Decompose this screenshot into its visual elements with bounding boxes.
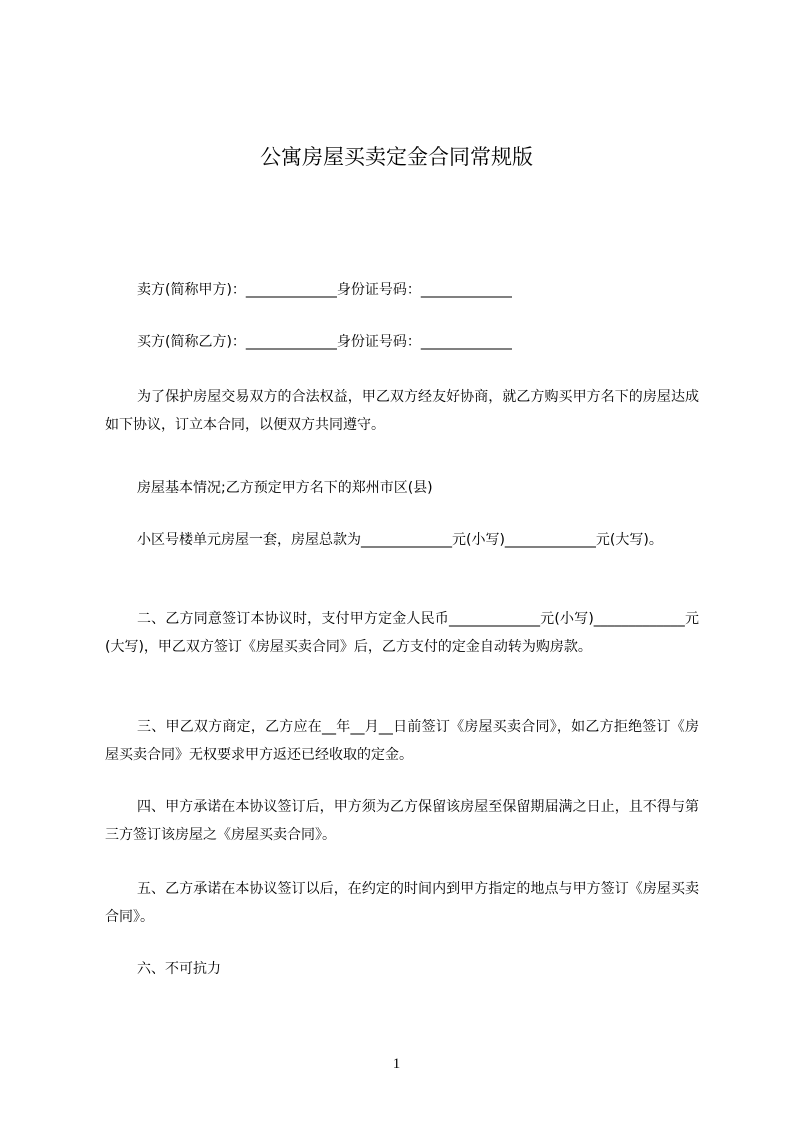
property-price-paragraph: 小区号楼单元房屋一套，房屋总款为_____________元(小写)_____________元(大写)。 bbox=[137, 532, 663, 548]
clause-3-paragraph: 三、甲乙双方商定，乙方应在__年__月__日前签订《房屋买卖合同》，如乙方拒绝签订《房屋买卖合同》无权要求甲方返还已经收取的定金。 bbox=[105, 719, 699, 763]
page-number: 1 bbox=[392, 1056, 401, 1072]
property-info-line: 房屋基本情况;乙方预定甲方名下的郑州市区(县) bbox=[137, 480, 433, 496]
clause-5-paragraph: 五、乙方承诺在本协议签订以后，在约定的时间内到甲方指定的地点与甲方签订《房屋买卖合同》。 bbox=[105, 881, 699, 925]
buyer-line: 买方(简称乙方)：_____________身份证号码：_____________ bbox=[137, 334, 512, 350]
preamble-paragraph: 为了保护房屋交易双方的合法权益，甲乙双方经友好协商，就乙方购买甲方名下的房屋达成如下协议，订立本合同，以便双方共同遵守。 bbox=[105, 389, 699, 433]
clause-4-paragraph: 四、甲方承诺在本协议签订后，甲方须为乙方保留该房屋至保留期届满之日止，且不得与第三方签订该房屋之《房屋买卖合同》。 bbox=[105, 799, 699, 843]
clause-2-paragraph: 二、乙方同意签订本协议时，支付甲方定金人民币_____________元(小写)_____________元(大写)，甲乙双方签订《房屋买卖合同》后，乙方支付的定金自动转为购房款。 bbox=[105, 611, 699, 655]
clause-6-heading: 六、不可抗力 bbox=[137, 961, 221, 977]
seller-line: 卖方(简称甲方)：_____________身份证号码：_____________ bbox=[137, 282, 512, 298]
document-title: 公寓房屋买卖定金合同常规版 bbox=[260, 145, 533, 169]
